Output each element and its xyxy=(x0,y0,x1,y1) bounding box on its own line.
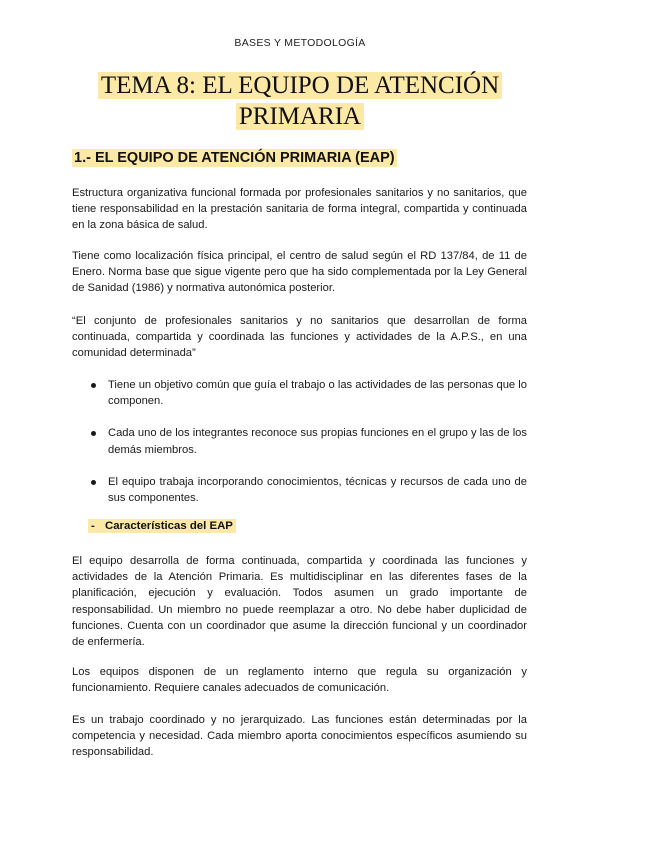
paragraph-location xyxy=(72,248,527,297)
bullet-icon xyxy=(91,480,96,485)
subheading-dash: - xyxy=(91,520,95,532)
bullet-icon xyxy=(91,383,96,388)
subheading-highlight xyxy=(88,519,236,533)
list-item xyxy=(72,474,527,506)
list-item-text: Tiene un objetivo común que guía el trabajo o las actividades de las personas que lo componen. xyxy=(108,379,527,408)
paragraph-text: El equipo desarrolla de forma continuada, compartida y coordinada las funciones y actividades de la Atención Primaria. Es multidisciplinar en las diferentes fases de la planificación, ejecución y evaluación. Todos asumen un grado importante de responsabilidad. Un miembro no puede reemplazar a otro. No debe haber duplicidad de funciones. Cuenta con un coordinador que asume la dirección funcional y un coordinador de enfermería. xyxy=(72,555,527,649)
paragraph-text: Los equipos disponen de un reglamento interno que regula su organización y funcionamiento. Requiere canales adecuados de comunicación. xyxy=(72,666,527,695)
running-header: BASES Y METODOLOGÍA xyxy=(234,37,366,49)
list-item xyxy=(72,425,527,457)
list-item-text: Cada uno de los integrantes reconoce sus propias funciones en el grupo y las de los demás miembros. xyxy=(108,427,527,456)
paragraph-definition xyxy=(72,185,527,234)
paragraph-text: “El conjunto de profesionales sanitarios y no sanitarios que desarrollan de forma continuada, compartida y coordinada las funciones y actividades de la A.P.S., en una comunidad determinada” xyxy=(72,315,527,360)
bullet-icon xyxy=(91,431,96,436)
paragraph-text: Es un trabajo coordinado y no jerarquizado. Las funciones están determinadas por la competencia y necesidad. Cada miembro aporta conocimientos específicos asumiendo su responsabilidad. xyxy=(72,714,527,759)
paragraph-text: Tiene como localización física principal, el centro de salud según el RD 137/84, de 11 de Enero. Norma base que sigue vigente pero que ha sido complementada por la Ley General de Sanidad (1986) y normativa autonómica posterior. xyxy=(72,250,527,295)
section-heading-text: 1.- EL EQUIPO DE ATENCIÓN PRIMARIA (EAP) xyxy=(74,150,395,166)
paragraph-coordination xyxy=(72,712,527,761)
paragraph-characteristics xyxy=(72,553,527,650)
title-line-2: PRIMARIA xyxy=(236,103,364,130)
title-line-1: TEMA 8: EL EQUIPO DE ATENCIÓN xyxy=(98,72,502,99)
section-heading xyxy=(72,150,397,166)
subheading-characteristics xyxy=(88,520,236,532)
list-item-text: El equipo trabaja incorporando conocimientos, técnicas y recursos de cada uno de sus componentes. xyxy=(108,475,527,505)
list-item xyxy=(72,377,527,409)
paragraph-regulation xyxy=(72,664,527,696)
subheading-text: Características del EAP xyxy=(105,520,233,532)
paragraph-text: Estructura organizativa funcional formada por profesionales sanitarios y no sanitarios, que tiene responsabilidad en la prestación sanitaria de forma integral, compartida y continuada en la zona básica de salud. xyxy=(72,187,527,232)
page-title xyxy=(60,70,540,132)
paragraph-quote xyxy=(72,313,527,362)
bullet-list xyxy=(72,377,527,506)
